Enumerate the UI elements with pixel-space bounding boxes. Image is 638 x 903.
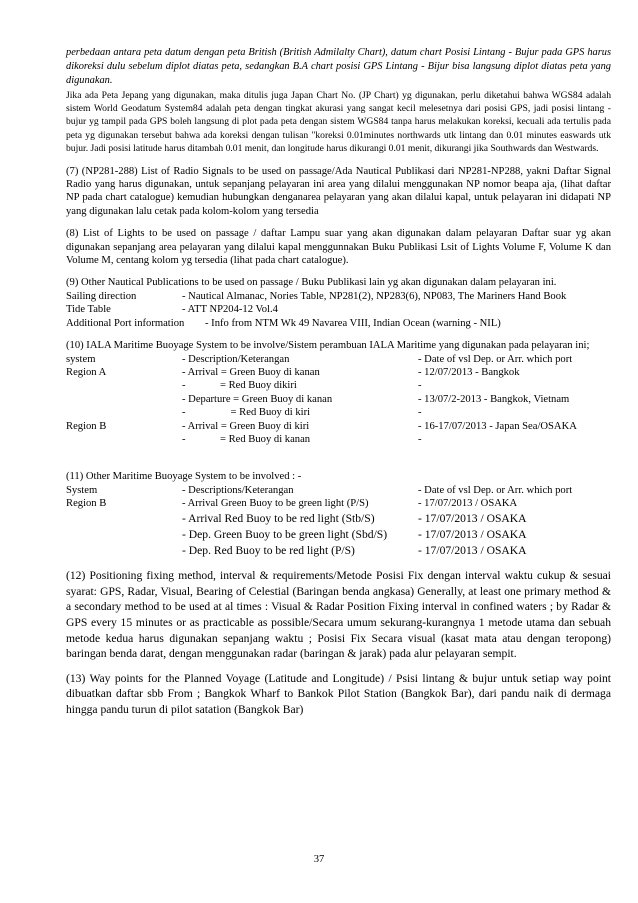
other-buoyage-cell-date: - 17/07/2013 / OSAKA [418,527,527,541]
intro-wgs84-paragraph: Jika ada Peta Jepang yang digunakan, maka ditulis juga Japan Chart No. (JP Chart) yg digunakan, perlu diketahui bahwa WGS84 adalah sistem World Geodatum System84 adalah peta dengan tingkat akurasi yang sangat kecil melesetnya dari posisi GPS, jadi posisi lintang - bujur yg tampil pada GPS boleh langsung di plot pada peta dengan sistem WGS84 tanpa harus melakukan koreksi, kecuali ada tertulis pada peta yg digunakan tersebut bahwa ada koreksi dengan tulisan "koreksi 0.01minutes northwards utk lintang dan 0.01 minutes easwards utk bujur. Jadi posisi latitude harus ditambah 0.01 menit, dan longitude harus dikurangi 0.01 menit, dikurangi jika Southwards dan Westwards. [66,89,611,155]
buoyage-row [66,433,611,446]
buoyage-row [66,353,611,366]
buoyage-cell-region [66,433,182,446]
buoyage-cell-description: - Departure = Green Buoy di kanan [182,393,333,405]
other-buoyage-row [66,527,611,543]
sailing-direction-row [66,290,611,303]
buoyage-cell-description: - = Red Buoy dikiri [182,380,297,392]
other-buoyage-cell-date: - 17/07/2013 / OSAKA [418,498,518,510]
other-buoyage-cell-description: - Dep. Red Buoy to be red light (P/S) [182,543,355,557]
other-buoyage-cell-date: - 17/07/2013 / OSAKA [418,543,527,557]
other-buoyage-row [66,511,611,527]
port-info-row [66,317,611,330]
buoyage-row [66,366,611,379]
other-buoyage-cell-region [66,527,182,543]
section-9 [66,276,611,330]
other-buoyage-row [66,484,611,497]
buoyage-cell-date: - 13/07/2-2013 - Bangkok, Vietnam [418,393,570,405]
buoyage-cell-description: - Description/Keterangan [182,353,290,365]
buoyage-cell-date: - Date of vsl Dep. or Arr. which port [418,353,573,365]
buoyage-cell-date: - 12/07/2013 - Bangkok [418,366,520,378]
page-number: 37 [313,854,325,865]
document-page [66,46,611,718]
other-buoyage-row [66,543,611,559]
buoyage-cell-date: - 16-17/07/2013 - Japan Sea/OSAKA [418,420,577,432]
intro-italic-paragraph: perbedaan antara peta datum dengan peta British (British Admilalty Chart), datum chart Posisi Lintang - Bujur pada GPS harus dikoreksi dulu sebelum diplot diatas peta, sedangkan B.A chart posisi GPS Lintang - Bijur bisa langsung diplot diatas peta yang digunakan. [66,47,611,87]
other-buoyage-cell-description: - Arrival Red Buoy to be red light (Stb/S) [182,511,375,525]
buoyage-cell-date: - [418,407,422,419]
other-buoyage-cell-date: - 17/07/2013 / OSAKA [418,511,527,525]
other-buoyage-row [66,497,611,510]
buoyage-cell-description: - = Red Buoy di kanan [182,433,311,445]
buoyage-row [66,393,611,406]
other-buoyage-cell-date: - Date of vsl Dep. or Arr. which port [418,484,573,496]
buoyage-cell-region: Region A [66,366,107,378]
buoyage-cell-description: - Arrival = Green Buoy di kanan [182,366,320,378]
other-buoyage-cell-region [66,543,182,559]
other-buoyage-cell-region [66,511,182,527]
tide-table-row [66,303,611,316]
section-9-heading: (9) Other Nautical Publications to be used on passage / Buku Publikasi lain yg akan digunakan dalam pelayaran ini. [66,277,557,289]
sailing-direction-value: - Nautical Almanac, Nories Table, NP281(2), NP283(6), NP083, The Mariners Hand Book [182,290,567,302]
section-7-paragraph: (7) (NP281-288) List of Radio Signals to be used on passage/Ada Nautical Publikasi dari NP281-NP288, yakni Daftar Signal Radio yang harus digunakan, untuk sepanjang pelayaran ini area yang dilalui menggunakan NP nomor beapa aja, (lihat daftar NP pada chart catalogue) kemudian hubungkan denganarea pelayaran yang akan dilalui kapal, untuk pelayaran ini didapati NP yang digunakan lalu cetak pada kolom-kolom yang tersedia [66,165,611,217]
section-10-heading: (10) IALA Maritime Buoyage System to be involve/Sistem perambuan IALA Maritime yang digunakan pada pelayaran ini; [66,340,590,352]
buoyage-cell-description: - Arrival = Green Buoy di kiri [182,420,310,432]
section-11 [66,470,611,559]
port-info-value: - Info from NTM Wk 49 Navarea VIII, Indian Ocean (warning - NIL) [205,317,501,329]
sailing-direction-label: Sailing direction [66,290,137,302]
buoyage-cell-date: - [418,380,422,392]
buoyage-row [66,406,611,419]
section-13-paragraph: (13) Way points for the Planned Voyage (Latitude and Longitude) / Psisi lintang & bujur untuk setiap way point dibuatkan daftar sbb From ; Bangkok Wharf to Bankok Pilot Station (Bangkok Bar), dari pandu naik di dermaga hingga pandu turun di pilot satation (Bangkok Bar) [66,671,611,716]
port-info-label: Additional Port information [66,317,185,329]
section-11-heading: (11) Other Maritime Buoyage System to be involved : - [66,471,302,483]
buoyage-cell-region [66,379,182,392]
buoyage-row [66,379,611,392]
other-buoyage-cell-description: - Dep. Green Buoy to be green light (Sbd/S) [182,527,388,541]
section-8-paragraph: (8) List of Lights to be used on passage / daftar Lampu suar yang akan digunakan dalam pelayaran Daftar suar yg akan digunakan sepanjang area pelayaran yang dilalui kapal menggunnakan Buku Publikasi Lsit of Lights Volume F, Volume K dan Volume M, centang kolom yg tersedia (lihat pada chart catalogue). [66,228,611,267]
tide-table-value: - ATT NP204-12 Vol.4 [182,304,278,316]
buoyage-cell-region [66,393,182,406]
tide-table-label: Tide Table [66,304,111,316]
other-buoyage-cell-description: - Arrival Green Buoy to be green light (P/S) [182,498,369,510]
buoyage-row [66,420,611,433]
section-12-paragraph: (12) Positioning fixing method, interval & requirements/Metode Posisi Fix dengan interval waktu cukup & sesuai syarat: GPS, Radar, Visual, Bearing of Celestial (Baringan benda angkasa) Generally, at least one primary method & a secondary method to be used at al times : Visual & Radar Position Fixing interval in confined waters ; by Radar & GPS every 15 minutes or as practicable as possible/Secara umum sekurang-kurangnya 1 metode utama dan sebuah metode kedua harus digunakan sepanjang waktu ; Posisi Fix Secara visual (kasat mata atau dengan teropong) baringan benda darat, dengan menggunakan radar (baringan & jarak) pada alur pelayaran sempit. [66,569,611,661]
other-buoyage-cell-region: Region B [66,498,107,510]
buoyage-cell-region: system [66,353,96,365]
section-10 [66,339,611,446]
other-buoyage-cell-region: System [66,484,98,496]
buoyage-cell-description: - = Red Buoy di kiri [182,407,311,419]
other-buoyage-cell-description: - Descriptions/Keterangan [182,484,294,496]
buoyage-cell-region: Region B [66,420,107,432]
buoyage-cell-date: - [418,433,422,445]
buoyage-cell-region [66,406,182,419]
